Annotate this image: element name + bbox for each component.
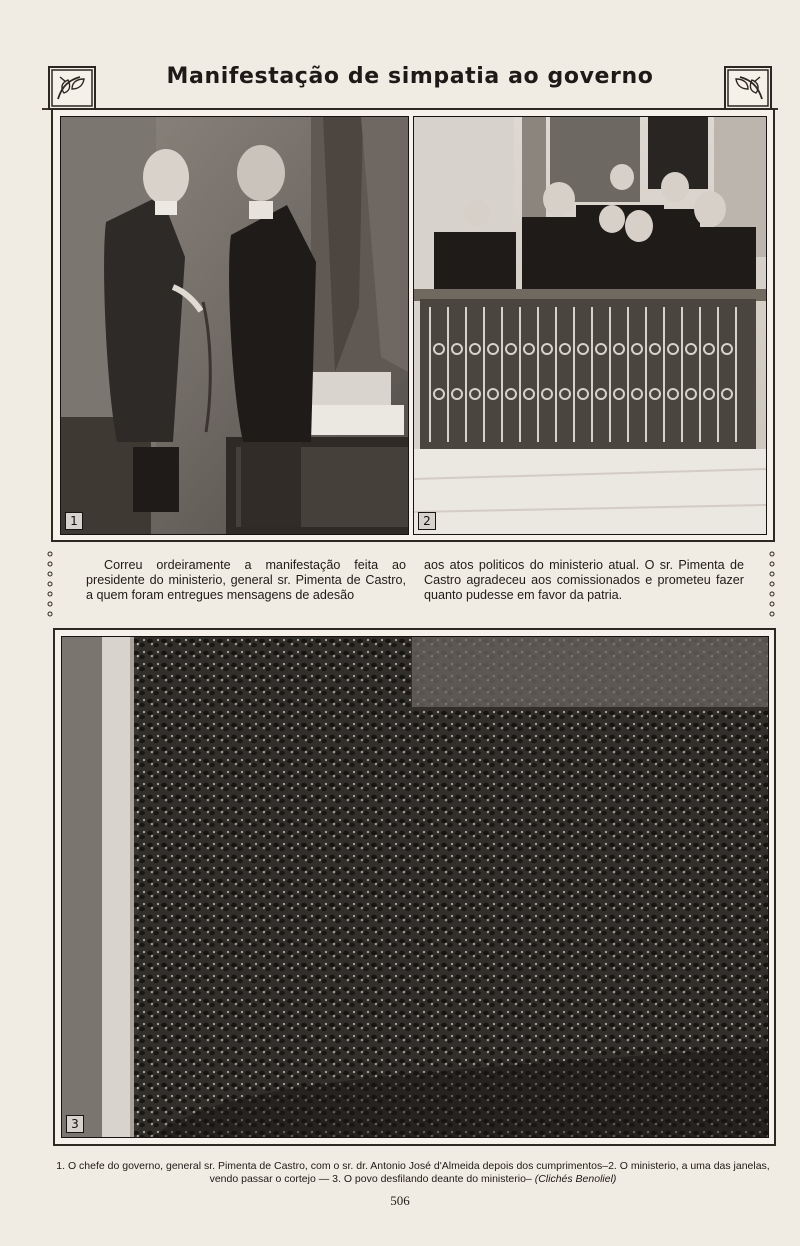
photo-number-badge-1: 1 <box>65 512 83 530</box>
page-title: Manifestação de simpatia ao governo <box>166 64 654 89</box>
bottom-photo-frame <box>53 628 776 1146</box>
photo-number-badge-2: 2 <box>418 512 436 530</box>
right-floral-ornament-icon <box>724 66 772 110</box>
top-photo-frame <box>51 108 775 542</box>
caption-right-column: aos atos politicos do ministerio atual. O sr. Pimenta de Castro agradeceu aos comissionados e prometeu fazer quanto pudesse em favor da patria. <box>424 558 744 602</box>
photo-number-badge-3: 3 <box>66 1115 84 1133</box>
footer-caption <box>52 1160 774 1186</box>
photo-credit: (Clichés Benoliel) <box>534 1173 617 1185</box>
photo-ministry-at-window <box>413 116 767 535</box>
caption-block <box>50 548 772 630</box>
right-bead-ornament-icon <box>768 548 776 624</box>
photo-crowd-procession <box>61 636 769 1138</box>
page-number: 506 <box>390 1193 410 1208</box>
title-band <box>42 58 778 110</box>
caption-left-column: Correu ordeiramente a manifestação feita ao presidente do ministerio, general sr. Pimenta de Castro, a quem foram entregues mensagens de adesão <box>86 558 406 602</box>
photo-two-men-office <box>60 116 409 535</box>
footer-caption-text: 1. O chefe do governo, general sr. Pimenta de Castro, com o sr. dr. Antonio José d'Almeida depois dos cumprimentos–2. O ministerio, a uma das janelas, vendo passar o cortejo — 3. O povo desfilando deante do ministerio– <box>56 1160 770 1185</box>
left-bead-ornament-icon <box>46 548 54 624</box>
